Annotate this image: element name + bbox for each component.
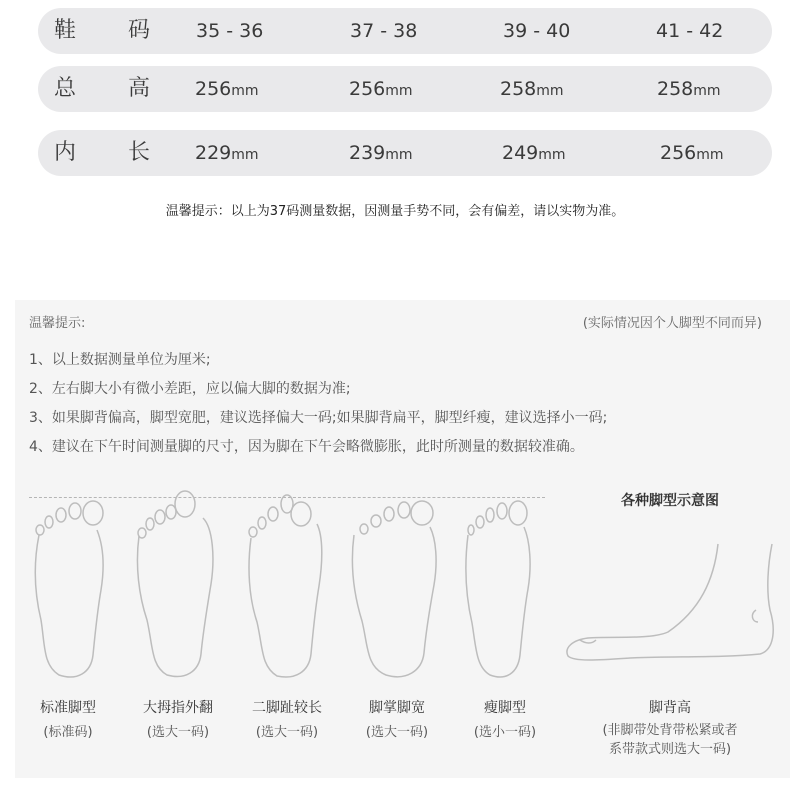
- foot-long-second-toe-illustration: [243, 490, 333, 680]
- tip-item: 2、左右脚大小有微小差距，应以偏大脚的数据为准;: [29, 381, 351, 397]
- row-label-char-1: 内: [54, 140, 77, 165]
- side-sub-line: 系带款式则选大一码): [608, 742, 732, 757]
- foot-label: 瘦脚型: [484, 700, 526, 716]
- tip-item: 1、以上数据测量单位为厘米;: [29, 352, 211, 368]
- side-view-label: 脚背高: [649, 700, 691, 716]
- panel-note: (实际情况因个人脚型不同而异): [582, 316, 762, 331]
- foot-label: 脚掌脚宽: [369, 700, 425, 716]
- foot-thin-illustration: [460, 495, 540, 680]
- height-value: 256mm: [349, 78, 413, 100]
- length-value: 249mm: [502, 142, 566, 164]
- foot-sub-label: (标准码): [43, 725, 93, 740]
- foot-label: 二脚趾较长: [252, 700, 322, 716]
- length-value: 229mm: [195, 142, 259, 164]
- tip-item: 3、如果脚背偏高，脚型宽肥，建议选择偏大一码;如果脚背扁平，脚型纤瘦，建议选择小一码;: [29, 410, 608, 426]
- height-value: 258mm: [500, 78, 564, 100]
- row-label-char-2: 高: [128, 76, 151, 101]
- foot-sub-label: (选大一码): [365, 725, 429, 740]
- row-label-char-1: 鞋: [54, 18, 77, 43]
- tips-list: [29, 346, 607, 462]
- height-value: 258mm: [657, 78, 721, 100]
- row-label-char-2: 长: [128, 140, 151, 165]
- size-row-shoe-size: [38, 8, 772, 54]
- size-value: 41 - 42: [656, 20, 724, 42]
- foot-label: 标准脚型: [40, 700, 96, 716]
- measurement-tip: 温馨提示：以上为37码测量数据，因测量手势不同，会有偏差，请以实物为准。: [165, 204, 625, 219]
- foot-high-arch-side-illustration: [560, 540, 780, 665]
- row-label-char-1: 总: [54, 76, 77, 101]
- foot-label: 大拇指外翻: [143, 700, 213, 716]
- foot-guide-panel: [15, 300, 790, 778]
- foot-bunion-illustration: [133, 488, 223, 680]
- size-value: 39 - 40: [503, 20, 571, 42]
- foot-standard-illustration: [25, 495, 115, 680]
- foot-sub-label: (选大一码): [146, 725, 210, 740]
- side-view-title: 各种脚型示意图: [621, 493, 719, 509]
- foot-wide-illustration: [350, 495, 445, 680]
- height-value: 256mm: [195, 78, 259, 100]
- size-value: 37 - 38: [350, 20, 418, 42]
- size-row-total-height: [38, 66, 772, 112]
- length-value: 239mm: [349, 142, 413, 164]
- foot-sub-label: (选小一码): [473, 725, 537, 740]
- size-value: 35 - 36: [196, 20, 264, 42]
- foot-sub-label: (选大一码): [255, 725, 319, 740]
- row-label-char-2: 码: [128, 18, 151, 43]
- side-view-sub-label: [580, 721, 760, 759]
- panel-heading: 温馨提示:: [29, 316, 86, 331]
- side-sub-line: (非脚带处背带松紧或者: [602, 723, 738, 738]
- length-value: 256mm: [660, 142, 724, 164]
- tip-item: 4、建议在下午时间测量脚的尺寸，因为脚在下午会略微膨胀，此时所测量的数据较准确。: [29, 439, 584, 455]
- size-row-inner-length: [38, 130, 772, 176]
